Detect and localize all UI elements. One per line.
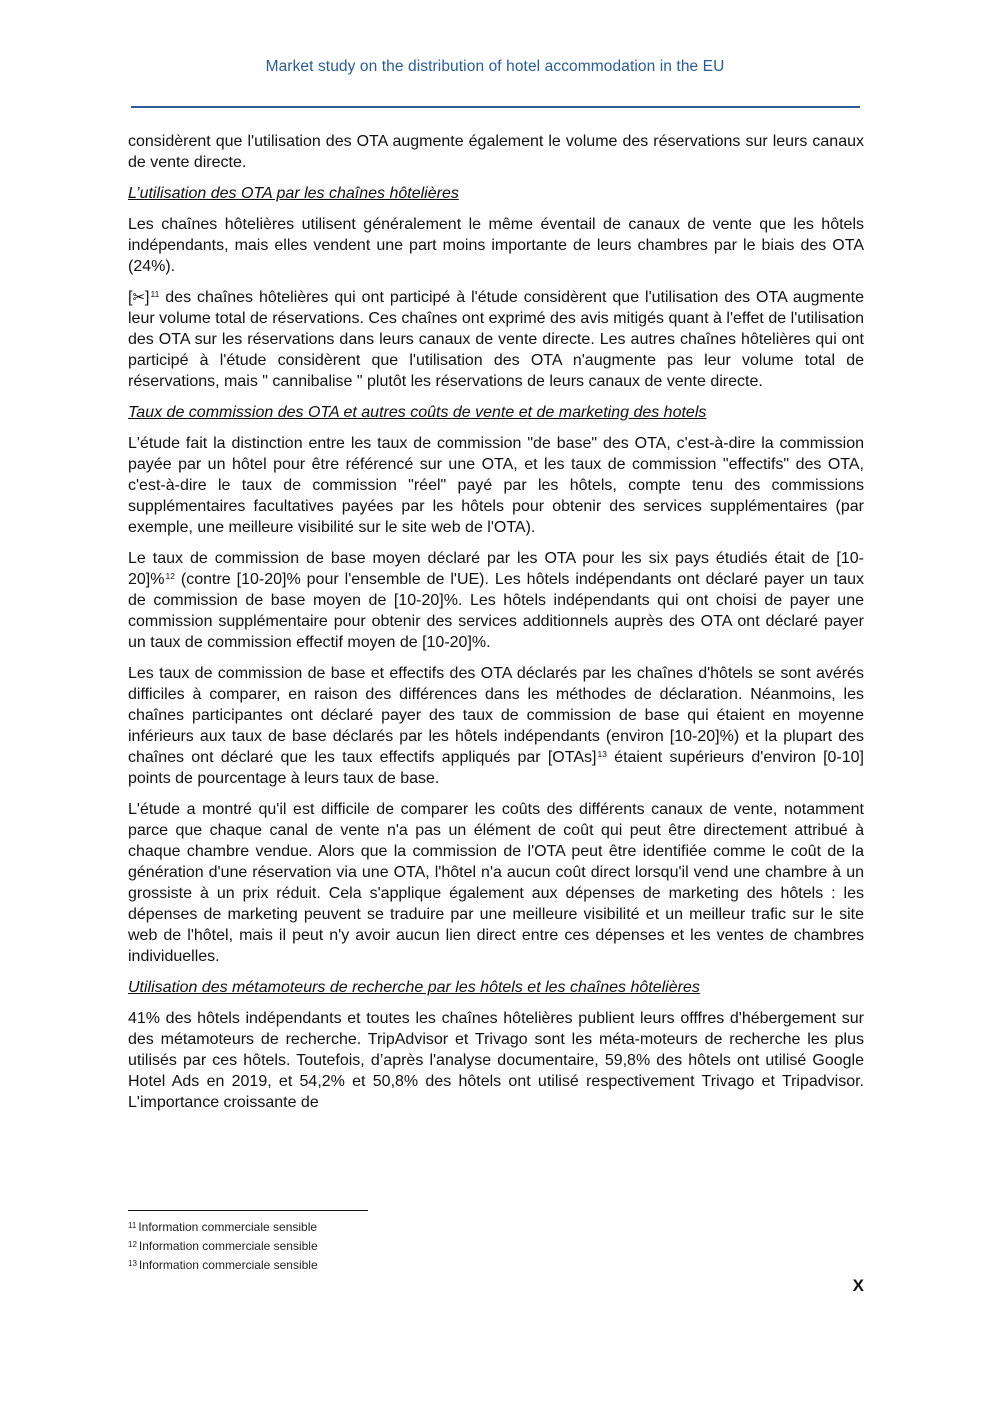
paragraph-chain-rates-text-b: étaient supérieurs d'environ [0-10] points de pourcentage à leurs taux de base. [128,749,865,787]
footnote-text: Information commerciale sensible [138,1220,318,1234]
paragraph-chain-rates [128,663,864,789]
header-divider [131,106,860,108]
redaction-close-bracket: ] [145,289,150,306]
section-heading-commission-rates: Taux de commission des OTA et autres coûts de vente et de marketing des hotels [128,404,707,421]
document-body [128,131,864,1123]
footnote-ref-13[interactable]: 13 [597,749,607,759]
footnote-item [128,1237,628,1256]
paragraph-chain-rates-text-a: Les taux de commission de base et effectifs des OTA déclarés par les chaînes d'hôtels se sont avérés difficiles à comparer, en raison des différences dans les méthodes de déclaration. Néanmoins, les chaînes participantes ont déclaré payer des taux de commission de base qui étaient en moyenne inférieurs aux taux de base déclarés par les hôtels indépendants (environ [10-20]%) et la plupart des chaînes ont déclaré que les taux effectifs appliqués par [OTAs] [128,665,864,766]
paragraph-chains-redacted [128,287,864,392]
paragraph-chains-channels: Les chaînes hôtelières utilisent généralement le même éventail de canaux de vente que les hôtels indépendants, mais elles vendent une part moins importante de leurs chambres par le biais des OTA (24%). [128,216,864,275]
footnote-number: 12 [128,1240,137,1249]
footnote-text: Information commerciale sensible [138,1239,318,1253]
footnote-item [128,1218,628,1237]
footnote-item [128,1256,628,1275]
paragraph-metasearch: 41% des hôtels indépendants et toutes les chaînes hôtelières publient leurs offfres d'hébergement sur des métamoteurs de recherche. TripAdvisor et Trivago sont les méta-moteurs de recherche les plus utilisés par ces hôtels. Toutefois, d’après l'analyse documentaire, 59,8% des hôtels ont utilisé Google Hotel Ads en 2019, et 54,2% et 50,8% des hôtels ont utilisé respectivement Trivago et Tripadvisor. L'importance croissante de [128,1010,864,1111]
paragraph-base-rate [128,548,864,653]
redaction-open-bracket: [ [128,289,133,306]
section-heading-ota-chains: L’utilisation des OTA par les chaînes hôtelières [128,185,459,202]
footnote-divider [128,1210,368,1211]
section-heading-metasearch: Utilisation des métamoteurs de recherche par les hôtels et les chaînes hôtelières [128,979,700,996]
paragraph-base-rate-text-b: (contre [10-20]% pour l'ensemble de l'UE). Les hôtels indépendants ont déclaré payer un taux de commission de base moyen de [10-20]%. Les hôtels indépendants qui ont choisi de payer une commission supplémentaire pour obtenir des services additionnels auprès des OTA ont déclaré payer un taux de commission effectif moyen de [10-20]%. [128,571,864,651]
scissors-redaction-icon: ✂ [132,288,146,306]
page-number: X [852,1276,864,1295]
footnote-number: 11 [128,1221,137,1230]
footnote-ref-11[interactable]: 11 [150,289,160,299]
page-header-title: Market study on the distribution of hotel accommodation in the EU [265,58,725,75]
paragraph-commission-definition: L'étude fait la distinction entre les taux de commission "de base" des OTA, c'est-à-dire la commission payée par un hôtel pour être référencé sur une OTA, et les taux de commission "effectifs" des OTA, c'est-à-dire le taux de commission "réel" payé par les hôtels, compte tenu des commissions supplémentaires facultatives payées par les hôtels pour obtenir des services supplémentaires (par exemple, une meilleure visibilité sur le site web de l'OTA). [128,435,864,536]
footnotes [128,1218,628,1275]
footnote-text: Information commerciale sensible [138,1258,318,1272]
paragraph-base-rate-text-a: Le taux de commission de base moyen déclaré par les OTA pour les six pays étudiés était de [10-20]% [128,550,864,588]
paragraph-cost-comparison: L'étude a montré qu'il est difficile de comparer les coûts des différents canaux de vente, notamment parce que chaque canal de vente n'a pas un élément de coût qui peut être directement attribué à chaque chambre vendue. Alors que la commission de l'OTA peut être identifiée comme le coût de la génération d'une réservation via une OTA, l'hôtel n'a aucun coût direct lorsqu'il vend une chambre à un grossiste à un prix réduit. Cela s'applique également aux dépenses de marketing des hôtels : les dépenses de marketing peuvent se traduire par une meilleure visibilité et un meilleur trafic sur le site web de l'hôtel, mais il peut n'y avoir aucun lien direct entre ces dépenses et les ventes de chambres individuelles. [128,801,864,965]
paragraph-chains-text: des chaînes hôtelières qui ont participé à l'étude considèrent que l'utilisation des OTA augmente leur volume total de réservations. Ces chaînes ont exprimé des avis mitigés quant à l'effet de l'utilisation des OTA sur les réservations dans leurs canaux de vente directe. Les autres chaînes hôtelières qui ont participé à l'étude considèrent que l'utilisation des OTA n'augmente pas leur volume total de réservations, mais " cannibalise " plutôt les réservations de leurs canaux de vente directe. [128,289,864,390]
footnote-ref-12[interactable]: 12 [165,571,175,581]
paragraph-continuation: considèrent que l'utilisation des OTA augmente également le volume des réservations sur leurs canaux de vente directe. [128,133,864,171]
footnote-number: 13 [128,1259,137,1268]
